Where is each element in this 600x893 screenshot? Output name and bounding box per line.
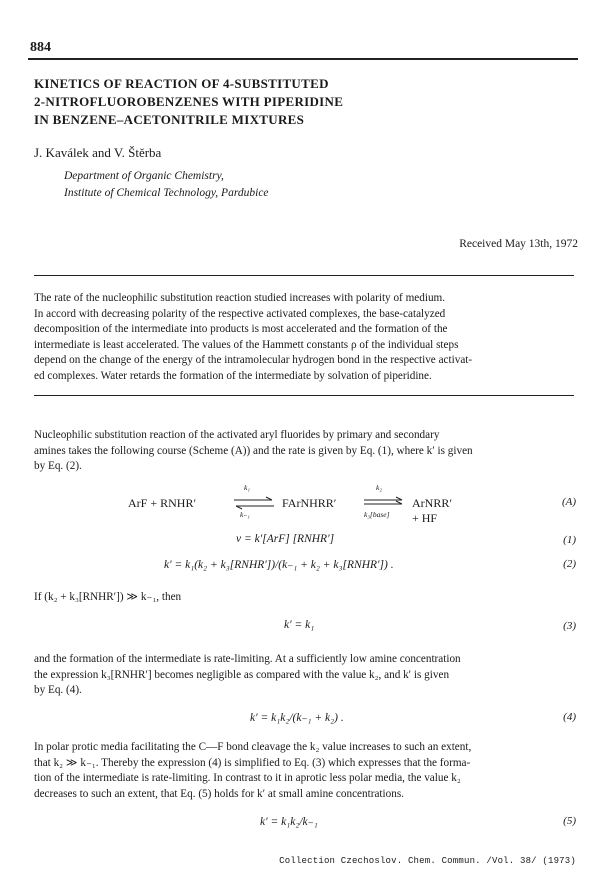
paragraph-3	[34, 740, 574, 802]
abstract-line: depend on the change of the energy of the intramolecular hydrogen bond in the respective activat-	[34, 354, 473, 366]
rate-constant-k2: k₂	[376, 483, 382, 492]
equation-2: k′ = k₁(k₂ + k₃[RNHR′])/(k₋₁ + k₂ + k₃[RNHR′]) .	[164, 559, 394, 571]
text-line: decreases to such an extent, that Eq. (5) holds for k′ at small amine concentrations.	[34, 787, 404, 800]
abstract-line: intermediate is least accelerated. The values of the Hammett constants ρ of the individual steps	[34, 338, 459, 351]
text-line: Nucleophilic substitution reaction of the activated aryl fluorides by primary and secondary	[34, 429, 440, 441]
abstract-line: ed complexes. Water retards the formation of the intermediate by solvation of piperidine.	[34, 369, 432, 382]
equation-1: v = k′[ArF] [RNHR′]	[236, 533, 335, 545]
affiliation-line: Department of Organic Chemistry,	[64, 170, 224, 182]
authors: J. Kaválek and V. Štěrba	[34, 145, 162, 160]
equation-4: k′ = k₁k₂/(k₋₁ + k₂) .	[250, 712, 344, 724]
abstract	[34, 291, 574, 384]
text-line: In polar protic media facilitating the C—F bond cleavage the k₂ value increases to such an extent,	[34, 741, 472, 753]
equation-5: k′ = k₁k₂/k₋₁	[260, 816, 318, 828]
article-title	[34, 75, 554, 129]
text-line: the expression k₃[RNHR′] becomes negligible as compared with the value k₂, and k′ is given	[34, 668, 450, 681]
text-line: tion of the intermediate is rate-limiting. In contrast to it in aprotic less polar media, the value k₂	[34, 772, 461, 784]
rate-constant-k1: k₁	[244, 483, 250, 492]
header-rule	[28, 58, 578, 60]
text-line: that k₂ ≫ k₋₁. Thereby the expression (4) is simplified to Eq. (3) which expresses that the forma-	[34, 756, 471, 769]
equilibrium-arrow-icon	[232, 496, 276, 510]
abstract-top-rule	[34, 275, 574, 276]
text-line: amines takes the following course (Scheme (A)) and the rate is given by Eq. (1), where k′ is given	[34, 444, 473, 457]
equation-1-number: (1)	[563, 534, 576, 546]
rate-constant-k3-base: k₃[base]	[364, 510, 390, 519]
equation-2-number: (2)	[563, 558, 576, 570]
scheme-products: ArNRR′ + HF	[412, 496, 452, 525]
page-number: 884	[30, 40, 51, 55]
affiliation-line: Institute of Chemical Technology, Pardubice	[64, 187, 269, 199]
reaction-scheme	[128, 483, 452, 525]
scheme-number: (A)	[561, 496, 576, 508]
equation-4-number: (4)	[563, 711, 576, 723]
forward-arrow-icon	[362, 496, 406, 506]
scheme-reactants: ArF + RNHR′	[128, 496, 197, 510]
title-line: KINETICS OF REACTION OF 4-SUBSTITUTED	[34, 76, 329, 91]
abstract-line: decomposition of the intermediate into products is most accelerated and the formation of the	[34, 323, 448, 335]
abstract-line: The rate of the nucleophilic substitution reaction studied increases with polarity of medium.	[34, 292, 446, 304]
received-date: Received May 13th, 1972	[459, 238, 578, 250]
paragraph-2	[34, 652, 574, 699]
abstract-line: In accord with decreasing polarity of the respective activated complexes, the base-catalyzed	[34, 307, 446, 320]
equation-3: k′ = k₁	[284, 619, 315, 631]
text-line: by Eq. (2).	[34, 460, 82, 472]
journal-footer: Collection Czechoslov. Chem. Commun. /Vol. 38/ (1973)	[279, 856, 576, 866]
affiliation	[64, 168, 269, 202]
rate-constant-k-minus-1: k₋₁	[240, 510, 250, 519]
equation-5-number: (5)	[563, 815, 576, 827]
equation-3-number: (3)	[563, 620, 576, 632]
title-line: 2-NITROFLUOROBENZENES WITH PIPERIDINE	[34, 94, 344, 109]
text-line: and the formation of the intermediate is rate-limiting. At a sufficiently low amine concentration	[34, 653, 461, 665]
abstract-bottom-rule	[34, 395, 574, 396]
title-line: IN BENZENE–ACETONITRILE MIXTURES	[34, 112, 305, 127]
scheme-intermediate: FArNHRR′	[282, 496, 337, 510]
intro-paragraph	[34, 428, 574, 475]
text-line: by Eq. (4).	[34, 684, 82, 696]
condition-text: If (k₂ + k₃[RNHR′]) ≫ k₋₁, then	[34, 591, 182, 603]
